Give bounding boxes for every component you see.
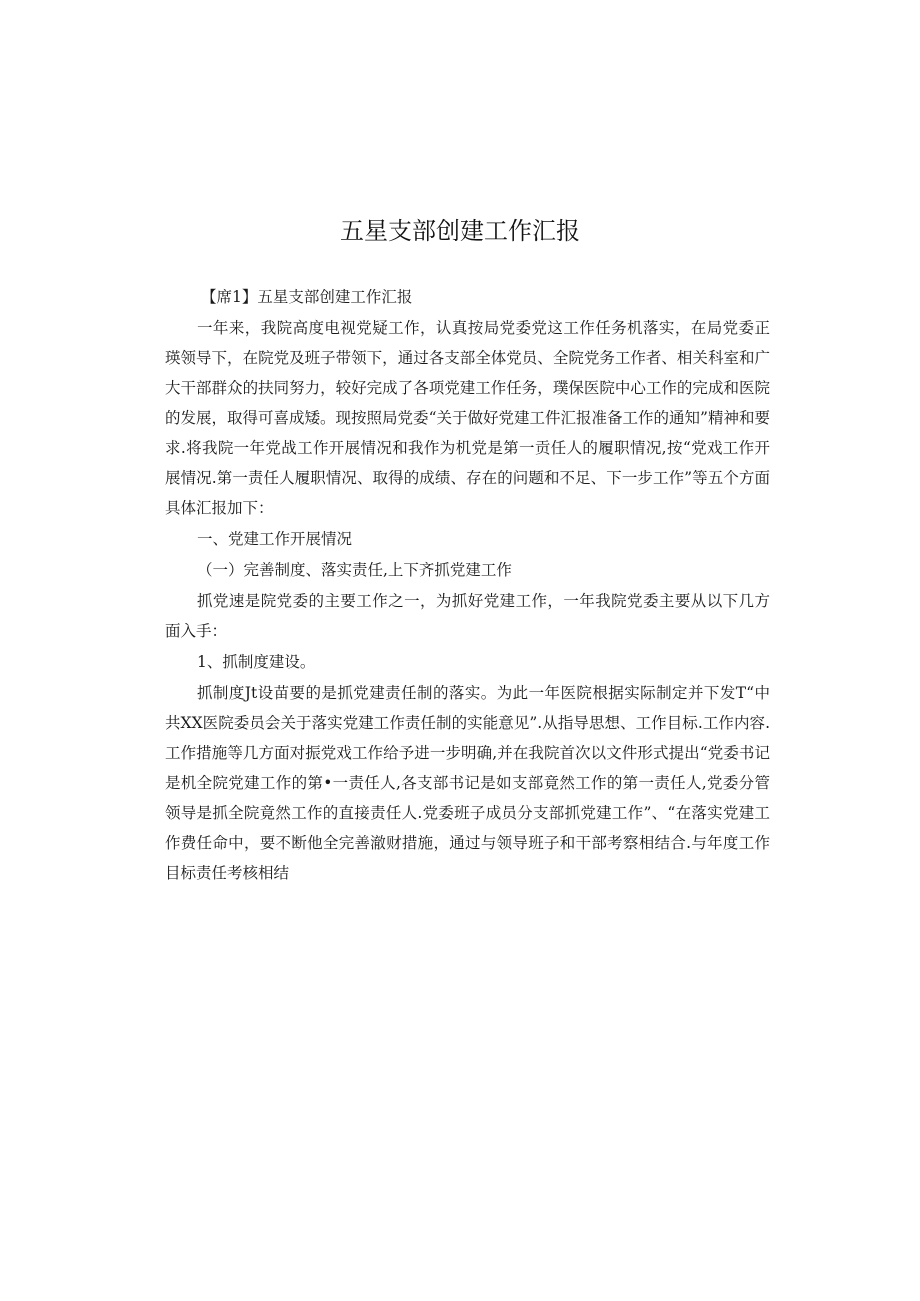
item-body-paragraph: 抓制度Jt设苗要的是抓党建责任制的落实。为此一年医院根据实际制定并下发T“中共XX医院委员会关于落实党建工作责任制的实能意见”.从指导思想、工作目标.工作内容.工作措施等几方面对振党戏工作给予进一步明确,并在我院首次以文件形式提出“党委书记是机全院党建工作的第•一责任人,各支部书记是如支部竟然工作的第一责任人,党委分管领导是抓全院竟然工作的直接责任人.党委班子成员分支部抓党建工作”、“在落实党建工作费任命中，要不断他全完善澈财措施，通过与领导班子和干部考察相结合.与年度工作目标责任考核相结	[165, 684, 770, 882]
document-body	[165, 282, 770, 888]
subsection-intro-paragraph: 抓党速是院党委的主要工作之一，为抓好党建工作，一年我院党委主要从以下几方面入手：	[165, 592, 770, 640]
subsection-heading: （一）完善制度、落实责任,上下齐抓党建工作	[197, 561, 512, 579]
intro-paragraph: 一年来，我院高度电视党疑工作，认真按局党委党这工作任务机落实，在局党委正瑛领导下，在院党及班子带领下，通过各支部全体党员、全院党务工作者、相关科室和广大干部群众的扶同努力，较好完成了各项党建工作任务，璞保医院中心工作的完成和医院的发展，取得可喜成矮。现按照局党委“关于做好党建工件汇报准备工作的通知”精神和要求.将我院一年党战工作开展情况和我作为机党是第一贡任人的履职情况,按“党戏工作开展情况.第一责任人履职情况、取得的成绩、存在的问题和不足、下一步工作”等五个方面具体汇报加下：	[165, 319, 770, 517]
document-title: 五星支部创建工作汇报	[340, 217, 580, 245]
item-heading: 1、抓制度建设。	[197, 653, 316, 671]
section-one-heading: 一、党建工作开展情况	[197, 530, 353, 548]
section-heading: 【席1】五星支部创建工作汇报	[201, 288, 413, 306]
